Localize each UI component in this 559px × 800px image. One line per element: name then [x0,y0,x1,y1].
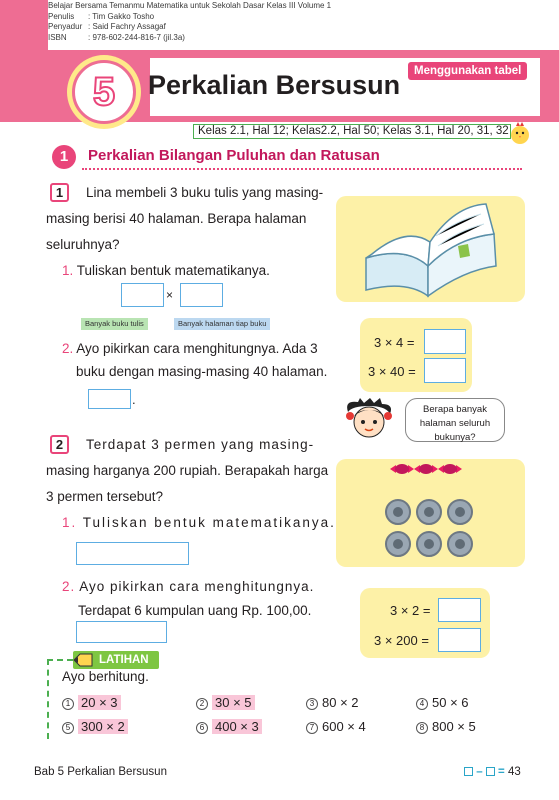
q1-calc-panel [360,318,472,392]
square-icon [464,767,473,776]
chapter-number: 5 [92,69,116,114]
label-pages-per-book: Banyak halaman tiap buku [174,318,270,330]
q2-answer-box-expression[interactable] [76,542,189,565]
chapter-tag: Menggunakan tabel [408,62,527,80]
q2-calc-answer-2[interactable] [438,628,481,652]
question-1-text-line1: Lina membeli 3 buku tulis yang masing- [86,185,324,200]
q1-calc-answer-2[interactable] [424,358,466,383]
section-number-badge: 1 [52,145,76,169]
q2-calc-line-1: 3 × 2 = [390,603,431,618]
exercise-instruction: Ayo berhitung. [62,669,149,684]
header-corner [0,0,48,52]
chapter-title: Perkalian Bersusun [148,70,401,100]
book-illustration-panel [336,196,525,302]
question-2-text-line3: 3 permen tersebut? [46,489,164,504]
exercise-item-8: 8 800 × 5 [416,718,476,736]
q1-answer-box-total[interactable] [88,389,131,409]
exercise-dashed-line-left [47,659,49,739]
question-1-text-line2: masing berisi 40 halaman. Berapa halaman [46,211,307,226]
q1-answer-box-pages[interactable] [180,283,223,307]
meta-adapter: Penyadur : Said Fachry Assagaf [48,22,166,31]
header-right-block [540,58,559,122]
meta-author: Penulis : Tim Gakko Tosho [48,11,155,21]
page-number: 43 [507,766,521,778]
meta-isbn: ISBN : 978-602-244-816-7 (jil.3a) [48,32,185,42]
question-2-step-1: 1. Tuliskan bentuk matematikanya. [62,515,336,530]
exercise-item-6: 6 400 × 3 [196,718,262,736]
q1-answer-box-books[interactable] [121,283,164,307]
header-bottom-stripe [150,116,540,122]
chick-icon [508,120,532,146]
square-icon [486,767,495,776]
q2-answer-box-total[interactable] [76,621,167,643]
footer-chapter: Bab 5 Perkalian Bersusun [34,766,167,778]
open-book-icon [336,196,525,302]
reference-box: Kelas 2.1, Hal 12; Kelas2.2, Hal 50; Kelas 3.1, Hal 20, 31, 32 [193,124,511,139]
question-1-step-1: 1. Tuliskan bentuk matematikanya. [62,263,270,278]
question-2-step-2-line1: 2. Ayo pikirkan cara menghitungnya. [62,579,315,594]
candy-and-coins-illustration [336,459,525,567]
q1-calc-answer-1[interactable] [424,329,466,354]
section-title: Perkalian Bilangan Puluhan dan Ratusan [88,147,380,164]
exercise-item-1: 1 20 × 3 [62,694,121,712]
book-metadata [48,1,331,43]
times-sign: × [166,288,174,302]
candy-coins-panel [336,459,525,567]
label-number-of-books: Banyak buku tulis [81,318,148,330]
exercise-label: LATIHAN [73,651,159,669]
footer-page: – = 43 [464,766,521,778]
book-title: Belajar Bersama Temanmu Matematika untuk Sekolah Dasar Kelas III Volume 1 [48,1,332,10]
q2-calc-line-2: 3 × 200 = [374,633,429,648]
speech-bubble: Berapa banyak halaman seluruh bukunya? [405,398,505,442]
section-divider [82,168,522,170]
question-2-text-line2: masing harganya 200 rupiah. Berapakah harga [46,463,329,478]
exercise-item-4: 4 50 × 6 [416,694,469,712]
question-1-text-line3: seluruhnya? [46,237,120,252]
exercise-item-5: 5 300 × 2 [62,718,128,736]
q1-calc-line-1: 3 × 4 = [374,335,415,350]
question-1-step-2-line1: 2. Ayo pikirkan cara menghitungnya. Ada 3 [62,341,318,356]
exercise-item-2: 2 30 × 5 [196,694,255,712]
exercise-item-7: 7 600 × 4 [306,718,366,736]
girl-character-icon [340,398,398,444]
question-2-badge: 2 [50,435,69,454]
question-2-step-2-line2: Terdapat 6 kumpulan uang Rp. 100,00. [78,603,312,618]
question-1-step-2-line2: buku dengan masing-masing 40 halaman. [76,364,328,379]
q2-calc-answer-1[interactable] [438,598,481,622]
period: . [132,392,136,407]
exercise-item-3: 3 80 × 2 [306,694,359,712]
question-1-badge: 1 [50,183,69,202]
q2-calc-panel [360,588,490,658]
candy-icon [390,464,462,474]
chapter-number-circle [72,60,136,124]
q1-calc-line-2: 3 × 40 = [368,364,416,379]
question-2-text-line1: Terdapat 3 permen yang masing- [86,437,315,452]
